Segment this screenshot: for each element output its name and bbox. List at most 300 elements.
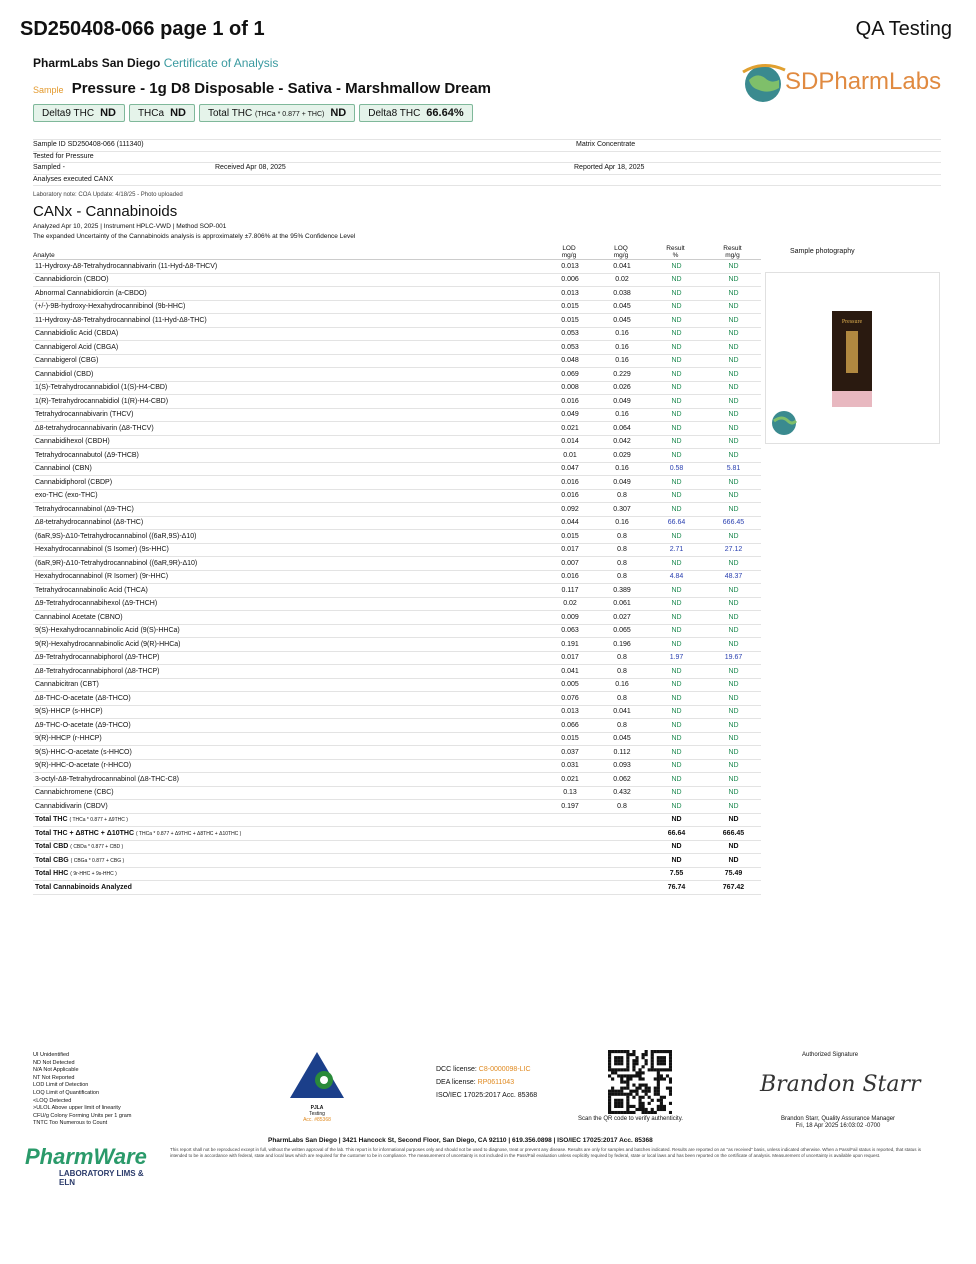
total-mg: 767.42 xyxy=(704,881,761,895)
result-mg-cell: ND xyxy=(704,705,761,719)
total-pct: ND xyxy=(647,840,704,854)
result-pct-cell: 66.64 xyxy=(647,516,704,530)
result-pct-cell: ND xyxy=(647,395,704,409)
result-mg-cell: ND xyxy=(704,489,761,503)
legend-item: TNTC Too Numerous to Count xyxy=(33,1120,108,1127)
result-mg-cell: 19.67 xyxy=(704,651,761,665)
table-row xyxy=(33,746,761,760)
table-row xyxy=(33,773,761,787)
loq-cell: 0.062 xyxy=(595,773,647,787)
result-mg-cell: ND xyxy=(704,557,761,571)
table-row xyxy=(33,489,761,503)
analyte-cell: Cannabidiorcin (CBDO) xyxy=(33,273,543,287)
total-row xyxy=(33,867,761,881)
lab-address: PharmLabs San Diego | 3421 Hancock St, Second Floor, San Diego, CA 92110 | 619.356.0898 | ISO/IEC 17025:2017 Acc. 85368 xyxy=(268,1137,653,1144)
loq-cell: 0.16 xyxy=(595,354,647,368)
loq-cell: 0.093 xyxy=(595,759,647,773)
result-mg-cell: ND xyxy=(704,422,761,436)
table-row xyxy=(33,300,761,314)
result-mg-cell: ND xyxy=(704,368,761,382)
total-pct: ND xyxy=(647,854,704,868)
result-mg-cell: ND xyxy=(704,260,761,274)
result-mg-cell: ND xyxy=(704,530,761,544)
analyte-cell: Cannabicitran (CBT) xyxy=(33,678,543,692)
loq-cell: 0.8 xyxy=(595,557,647,571)
reported: Reported Apr 18, 2025 xyxy=(574,164,645,171)
table-row xyxy=(33,476,761,490)
total-label: Total HHC ( 9r-HHC + 9s-HHC ) xyxy=(33,867,543,881)
sampled: Sampled - xyxy=(33,164,65,171)
lod-cell: 0.013 xyxy=(543,287,595,301)
loq-cell: 0.041 xyxy=(595,260,647,274)
signer: Brandon Starr, Quality Assurance Manager Fri, 18 Apr 2025 16:03:02 -0700 xyxy=(780,1116,896,1129)
loq-cell: 0.16 xyxy=(595,678,647,692)
result-mg-cell: ND xyxy=(704,732,761,746)
lod-cell: 0.117 xyxy=(543,584,595,598)
result-pct-cell: ND xyxy=(647,597,704,611)
pjla-name: PJLA xyxy=(310,1105,324,1111)
result-pct-cell: ND xyxy=(647,341,704,355)
lod-cell: 0.009 xyxy=(543,611,595,625)
photo-header: Sample photography xyxy=(790,248,855,255)
result-pct-cell: ND xyxy=(647,759,704,773)
tested-for: Tested for Pressure xyxy=(33,152,94,160)
loq-cell: 0.049 xyxy=(595,395,647,409)
summary-badges xyxy=(33,104,473,122)
result-mg-cell: ND xyxy=(704,584,761,598)
signature-header: Authorized Signature xyxy=(802,1052,859,1058)
result-mg-cell: ND xyxy=(704,287,761,301)
table-row xyxy=(33,719,761,733)
analyte-cell: Cannabidiphorol (CBDP) xyxy=(33,476,543,490)
result-mg-cell: ND xyxy=(704,476,761,490)
pjla-acc: Acc. #85368 xyxy=(303,1117,331,1123)
lab-note: Laboratory note: COA Update: 4/18/25 - Photo uploaded xyxy=(33,192,183,198)
result-pct-cell: ND xyxy=(647,489,704,503)
result-mg-cell: 27.12 xyxy=(704,543,761,557)
table-row xyxy=(33,678,761,692)
pharmware-logo xyxy=(25,1145,150,1187)
col-loq: LOQ mg/g xyxy=(595,242,647,260)
lod-cell: 0.066 xyxy=(543,719,595,733)
result-mg-cell: 48.37 xyxy=(704,570,761,584)
pharmware-sub: LABORATORY LIMS & ELN xyxy=(59,1169,144,1187)
result-pct-cell: ND xyxy=(647,800,704,814)
result-pct-cell: ND xyxy=(647,408,704,422)
lod-cell: 0.037 xyxy=(543,746,595,760)
section-title: CANx - Cannabinoids xyxy=(33,203,178,220)
total-label: Total CBD ( CBDa * 0.877 + CBD ) xyxy=(33,840,543,854)
lod-cell: 0.047 xyxy=(543,462,595,476)
loq-cell: 0.042 xyxy=(595,435,647,449)
result-pct-cell: ND xyxy=(647,503,704,517)
result-pct-cell: 0.58 xyxy=(647,462,704,476)
lod-cell: 0.191 xyxy=(543,638,595,652)
total-row xyxy=(33,840,761,854)
result-mg-cell: ND xyxy=(704,611,761,625)
result-pct-cell: ND xyxy=(647,611,704,625)
total-row xyxy=(33,813,761,827)
loq-cell: 0.432 xyxy=(595,786,647,800)
lod-cell: 0.092 xyxy=(543,503,595,517)
result-mg-cell: ND xyxy=(704,314,761,328)
result-mg-cell: ND xyxy=(704,638,761,652)
analyte-cell: Δ8-THC-O-acetate (Δ8-THCO) xyxy=(33,692,543,706)
loq-cell: 0.8 xyxy=(595,570,647,584)
analyte-cell: Δ8-tetrahydrocannabinol (Δ8-THC) xyxy=(33,516,543,530)
table-row xyxy=(33,314,761,328)
result-mg-cell: ND xyxy=(704,800,761,814)
lod-cell: 0.013 xyxy=(543,705,595,719)
col-lod: LOD mg/g xyxy=(543,242,595,260)
analyte-cell: Cannabidihexol (CBDH) xyxy=(33,435,543,449)
result-pct-cell: ND xyxy=(647,584,704,598)
qr-icon xyxy=(608,1050,672,1114)
analyte-cell: Δ8-Tetrahydrocannabiphorol (Δ8-THCP) xyxy=(33,665,543,679)
lod-cell: 0.006 xyxy=(543,273,595,287)
iso-accreditation: ISO/IEC 17025:2017 Acc. 85368 xyxy=(436,1092,538,1099)
total-label: Total Cannabinoids Analyzed xyxy=(33,881,543,895)
dea-license: RP0611043 xyxy=(477,1079,515,1086)
lod-cell: 0.044 xyxy=(543,516,595,530)
table-row xyxy=(33,503,761,517)
lod-cell: 0.005 xyxy=(543,678,595,692)
pjla-accreditation xyxy=(288,1050,346,1128)
result-mg-cell: ND xyxy=(704,665,761,679)
legend-item: CFU/g Colony Forming Units per 1 gram xyxy=(33,1112,132,1119)
total-mg: 75.49 xyxy=(704,867,761,881)
total-row xyxy=(33,827,761,841)
analyte-cell: Tetrahydrocannabutol (Δ9-THCB) xyxy=(33,449,543,463)
lod-cell: 0.007 xyxy=(543,557,595,571)
lod-cell: 0.021 xyxy=(543,422,595,436)
table-row xyxy=(33,638,761,652)
col-analyte: Analyte xyxy=(33,242,543,260)
loq-cell: 0.8 xyxy=(595,489,647,503)
result-pct-cell: ND xyxy=(647,449,704,463)
result-mg-cell: ND xyxy=(704,300,761,314)
lod-cell: 0.013 xyxy=(543,260,595,274)
logo-text: SDPharmLabs xyxy=(785,68,942,95)
sample-id: Sample ID SD250408-066 (111340) xyxy=(33,141,144,148)
result-mg-cell: ND xyxy=(704,327,761,341)
result-mg-cell: ND xyxy=(704,692,761,706)
pjla-sub: Testing xyxy=(309,1111,325,1117)
coa-label: Certificate of Analysis xyxy=(163,56,279,70)
lod-cell: 0.031 xyxy=(543,759,595,773)
dcc-license: C8-0000098-LIC xyxy=(478,1066,531,1073)
table-row xyxy=(33,800,761,814)
qr-code[interactable] xyxy=(608,1050,672,1114)
analyte-cell: Δ8-tetrahydrocannabivarin (Δ8-THCV) xyxy=(33,422,543,436)
result-mg-cell: ND xyxy=(704,395,761,409)
total-row xyxy=(33,854,761,868)
result-mg-cell: ND xyxy=(704,435,761,449)
total-pct: 76.74 xyxy=(647,881,704,895)
received: Received Apr 08, 2025 xyxy=(215,164,286,171)
lod-cell: 0.01 xyxy=(543,449,595,463)
table-row xyxy=(33,530,761,544)
lod-cell: 0.016 xyxy=(543,489,595,503)
result-pct-cell: ND xyxy=(647,719,704,733)
table-row xyxy=(33,597,761,611)
table-row xyxy=(33,705,761,719)
col-result-pct: Result % xyxy=(647,242,704,260)
analyte-cell: Hexahydrocannabinol (S Isomer) (9s-HHC) xyxy=(33,543,543,557)
loq-cell: 0.16 xyxy=(595,408,647,422)
loq-cell: 0.8 xyxy=(595,719,647,733)
result-pct-cell: ND xyxy=(647,381,704,395)
loq-cell: 0.065 xyxy=(595,624,647,638)
sample-meta xyxy=(33,139,941,186)
analyte-cell: 1(S)-Tetrahydrocannabidiol (1(S)-H4-CBD) xyxy=(33,381,543,395)
lod-cell: 0.13 xyxy=(543,786,595,800)
result-pct-cell: ND xyxy=(647,435,704,449)
matrix: Matrix Concentrate xyxy=(576,141,636,148)
badge-thca: THCa ND xyxy=(129,104,195,122)
analyte-cell: (6aR,9S)-Δ10-Tetrahydrocannabinol ((6aR,9S)-Δ10) xyxy=(33,530,543,544)
result-pct-cell: ND xyxy=(647,624,704,638)
result-pct-cell: 4.84 xyxy=(647,570,704,584)
analyte-cell: 9(R)-HHCP (r-HHCP) xyxy=(33,732,543,746)
result-pct-cell: ND xyxy=(647,773,704,787)
result-mg-cell: ND xyxy=(704,773,761,787)
table-header xyxy=(33,242,761,260)
analyte-cell: 11-Hydroxy-Δ8-Tetrahydrocannabivarin (11-Hyd-Δ8-THCV) xyxy=(33,260,543,274)
analyte-cell: 9(R)-HHC-O-acetate (r-HHCO) xyxy=(33,759,543,773)
table-row xyxy=(33,381,761,395)
table-row xyxy=(33,462,761,476)
loq-cell: 0.16 xyxy=(595,341,647,355)
analyte-cell: (6aR,9R)-Δ10-Tetrahydrocannabinol ((6aR,9R)-Δ10) xyxy=(33,557,543,571)
result-mg-cell: ND xyxy=(704,341,761,355)
total-pct: ND xyxy=(647,813,704,827)
result-mg-cell: ND xyxy=(704,503,761,517)
loq-cell: 0.049 xyxy=(595,476,647,490)
result-pct-cell: ND xyxy=(647,746,704,760)
result-pct-cell: ND xyxy=(647,422,704,436)
table-row xyxy=(33,422,761,436)
lod-cell: 0.069 xyxy=(543,368,595,382)
lod-cell: 0.021 xyxy=(543,773,595,787)
table-row xyxy=(33,287,761,301)
product-line xyxy=(33,80,491,97)
loq-cell: 0.8 xyxy=(595,800,647,814)
result-mg-cell: ND xyxy=(704,597,761,611)
abbreviation-legend xyxy=(33,1052,131,1128)
analyses: Analyses executed CANX xyxy=(33,175,114,183)
lod-cell: 0.015 xyxy=(543,300,595,314)
result-pct-cell: ND xyxy=(647,665,704,679)
lod-cell: 0.014 xyxy=(543,435,595,449)
table-row xyxy=(33,651,761,665)
package-label: Pressure xyxy=(841,319,863,325)
legend-item: LOD Limit of Detection xyxy=(33,1082,89,1089)
legend-item: N/A Not Applicable xyxy=(33,1067,79,1074)
loq-cell: 0.8 xyxy=(595,665,647,679)
report-id: SD250408-066 page 1 of 1 xyxy=(20,18,265,40)
result-pct-cell: ND xyxy=(647,300,704,314)
total-pct: 7.55 xyxy=(647,867,704,881)
legend-item: ND Not Detected xyxy=(33,1059,75,1066)
pharmware-name: PharmWare xyxy=(25,1144,147,1169)
lod-cell: 0.017 xyxy=(543,651,595,665)
badge-delta8: Delta8 THC 66.64% xyxy=(359,104,472,122)
result-mg-cell: ND xyxy=(704,759,761,773)
legend-item: LOQ Limit of Quantification xyxy=(33,1089,100,1096)
total-mg: ND xyxy=(704,840,761,854)
lod-cell: 0.015 xyxy=(543,732,595,746)
result-pct-cell: ND xyxy=(647,732,704,746)
table-row xyxy=(33,395,761,409)
analyte-cell: Tetrahydrocannabinol (Δ9-THC) xyxy=(33,503,543,517)
lod-cell: 0.053 xyxy=(543,327,595,341)
results-table xyxy=(33,242,761,895)
loq-cell: 0.8 xyxy=(595,543,647,557)
analyte-cell: Cannabidiol (CBD) xyxy=(33,368,543,382)
result-pct-cell: ND xyxy=(647,260,704,274)
analyte-cell: 9(R)-Hexahydrocannabinolic Acid (9(R)-HHCa) xyxy=(33,638,543,652)
analyte-cell: Cannabidivarin (CBDV) xyxy=(33,800,543,814)
analyte-cell: Cannabidiolic Acid (CBDA) xyxy=(33,327,543,341)
result-mg-cell: ND xyxy=(704,719,761,733)
analyte-cell: 3-octyl-Δ8-Tetrahydrocannabinol (Δ8-THC-C8) xyxy=(33,773,543,787)
loq-cell: 0.064 xyxy=(595,422,647,436)
result-mg-cell: ND xyxy=(704,408,761,422)
table-row xyxy=(33,354,761,368)
lod-cell: 0.017 xyxy=(543,543,595,557)
table-row xyxy=(33,786,761,800)
lod-cell: 0.197 xyxy=(543,800,595,814)
loq-cell: 0.389 xyxy=(595,584,647,598)
result-pct-cell: ND xyxy=(647,705,704,719)
product-name: Pressure - 1g D8 Disposable - Sativa - Marshmallow Dream xyxy=(71,80,492,97)
lod-cell: 0.016 xyxy=(543,476,595,490)
analyte-cell: Cannabinol (CBN) xyxy=(33,462,543,476)
result-pct-cell: 1.97 xyxy=(647,651,704,665)
total-label: Total THC ( THCa * 0.877 + Δ9THC ) xyxy=(33,813,543,827)
table-row xyxy=(33,624,761,638)
analyte-cell: 11-Hydroxy-Δ8-Tetrahydrocannabinol (11-Hyd-Δ8-THC) xyxy=(33,314,543,328)
loq-cell: 0.16 xyxy=(595,327,647,341)
table-row xyxy=(33,327,761,341)
result-pct-cell: ND xyxy=(647,273,704,287)
result-pct-cell: ND xyxy=(647,476,704,490)
qa-label: QA Testing xyxy=(855,18,952,40)
loq-cell: 0.026 xyxy=(595,381,647,395)
analyte-cell: Abnormal Cannabidiorcin (a-CBDO) xyxy=(33,287,543,301)
loq-cell: 0.041 xyxy=(595,705,647,719)
loq-cell: 0.045 xyxy=(595,314,647,328)
loq-cell: 0.038 xyxy=(595,287,647,301)
result-pct-cell: ND xyxy=(647,530,704,544)
loq-cell: 0.027 xyxy=(595,611,647,625)
total-label: Total THC + Δ8THC + Δ10THC ( THCa * 0.877 + Δ9THC + Δ8THC + Δ10THC ) xyxy=(33,827,543,841)
loq-cell: 0.307 xyxy=(595,503,647,517)
result-mg-cell: ND xyxy=(704,273,761,287)
col-result-mg: Result mg/g xyxy=(704,242,761,260)
analyzed-line: Analyzed Apr 10, 2025 | Instrument HPLC-VWD | Method SOP-001 xyxy=(33,223,227,230)
result-mg-cell: ND xyxy=(704,381,761,395)
result-pct-cell: ND xyxy=(647,327,704,341)
lod-cell: 0.063 xyxy=(543,624,595,638)
total-mg: ND xyxy=(704,854,761,868)
lod-cell: 0.049 xyxy=(543,408,595,422)
result-mg-cell: ND xyxy=(704,449,761,463)
analyte-cell: Δ9-Tetrahydrocannabiphorol (Δ9-THCP) xyxy=(33,651,543,665)
table-row xyxy=(33,449,761,463)
result-pct-cell: 2.71 xyxy=(647,543,704,557)
analyte-cell: Cannabigerol Acid (CBGA) xyxy=(33,341,543,355)
legend-item: <LOQ Detected xyxy=(33,1097,72,1104)
analyte-cell: (+/-)-9B-hydroxy-Hexahydrocannibinol (9b-HHC) xyxy=(33,300,543,314)
badge-total-thc: Total THC (THCa * 0.877 + THC) ND xyxy=(199,104,355,122)
analyte-cell: 9(S)-HHC-O-acetate (s-HHCO) xyxy=(33,746,543,760)
badge-delta9: Delta9 THC ND xyxy=(33,104,125,122)
table-row xyxy=(33,341,761,355)
lod-cell: 0.008 xyxy=(543,381,595,395)
table-row xyxy=(33,368,761,382)
lod-cell: 0.02 xyxy=(543,597,595,611)
result-mg-cell: ND xyxy=(704,624,761,638)
total-mg: ND xyxy=(704,813,761,827)
table-row xyxy=(33,273,761,287)
table-row xyxy=(33,435,761,449)
sample-photo xyxy=(765,272,940,444)
total-row xyxy=(33,881,761,895)
uncertainty-line: The expanded Uncertainty of the Cannabinoids analysis is approximately ±7.806% at the 95% Confidence Level xyxy=(33,233,356,240)
sample-tag: Sample xyxy=(33,85,64,95)
lod-cell: 0.015 xyxy=(543,530,595,544)
loq-cell: 0.02 xyxy=(595,273,647,287)
result-pct-cell: ND xyxy=(647,368,704,382)
loq-cell: 0.112 xyxy=(595,746,647,760)
result-mg-cell: ND xyxy=(704,786,761,800)
table-row xyxy=(33,557,761,571)
loq-cell: 0.196 xyxy=(595,638,647,652)
handwritten-signature: Brandon Starr xyxy=(760,1072,921,1097)
licenses: DCC license: C8-0000098-LIC DEA license: RP0611043 ISO/IEC 17025:2017 Acc. 85368 xyxy=(436,1063,537,1102)
loq-cell: 0.16 xyxy=(595,516,647,530)
result-pct-cell: ND xyxy=(647,314,704,328)
analyte-cell: exo-THC (exo-THC) xyxy=(33,489,543,503)
table-row xyxy=(33,570,761,584)
analyte-cell: Tetrahydrocannabivarin (THCV) xyxy=(33,408,543,422)
lod-cell: 0.048 xyxy=(543,354,595,368)
lod-cell: 0.016 xyxy=(543,570,595,584)
result-pct-cell: ND xyxy=(647,557,704,571)
result-mg-cell: ND xyxy=(704,746,761,760)
table-row xyxy=(33,611,761,625)
analyte-cell: Δ9-Tetrahydrocannabihexol (Δ9-THCH) xyxy=(33,597,543,611)
result-mg-cell: ND xyxy=(704,354,761,368)
legend-item: UI Unidentified xyxy=(33,1052,70,1058)
total-pct: 66.64 xyxy=(647,827,704,841)
loq-cell: 0.045 xyxy=(595,300,647,314)
analyte-cell: Cannabigerol (CBG) xyxy=(33,354,543,368)
lab-line xyxy=(33,56,278,70)
pjla-logo-icon xyxy=(288,1050,346,1100)
result-pct-cell: ND xyxy=(647,287,704,301)
table-row xyxy=(33,732,761,746)
analyte-cell: Tetrahydrocannabinolic Acid (THCA) xyxy=(33,584,543,598)
table-row xyxy=(33,516,761,530)
section-subtitle xyxy=(33,222,355,242)
result-mg-cell: 5.81 xyxy=(704,462,761,476)
lod-cell: 0.076 xyxy=(543,692,595,706)
lod-cell: 0.016 xyxy=(543,395,595,409)
analyte-cell: Cannabichromene (CBC) xyxy=(33,786,543,800)
